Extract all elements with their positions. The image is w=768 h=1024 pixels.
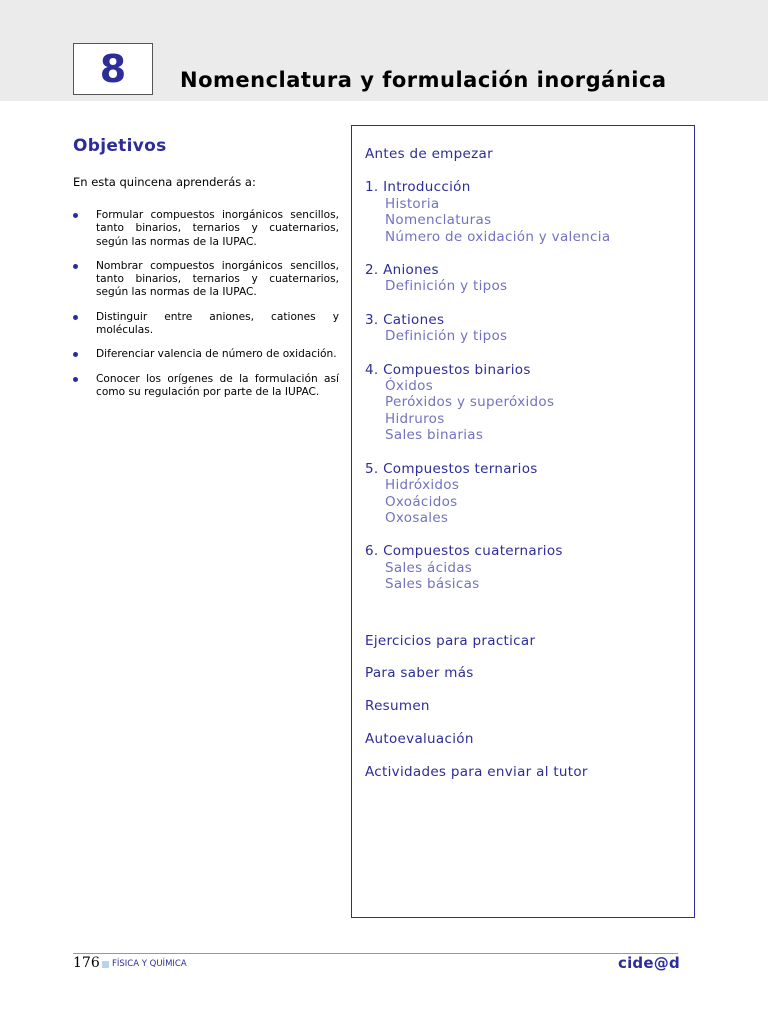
bullet-icon [73,377,78,382]
cidead-logo: cide@d [618,954,680,972]
toc-section [365,179,685,245]
bullet-icon [73,264,78,269]
toc-subsection[interactable]: Sales binarias [385,427,484,444]
toc-extra-item[interactable]: Ejercicios para practicar [365,632,536,649]
toc-subsection[interactable]: Definición y tipos [385,278,508,295]
footer-divider [73,953,678,954]
objective-item [73,209,339,249]
chapter-number: 8 [73,43,153,95]
toc-subsection[interactable]: Oxoácidos [385,493,458,510]
objective-text: Formular compuestos inorgánicos sencillos, tanto binarios, ternarios y cuaternarios, según las normas de la IUPAC. [96,209,339,248]
toc-subsection[interactable]: Definición y tipos [385,328,508,345]
bullet-icon [73,213,78,218]
toc-subsection[interactable]: Oxosales [385,509,449,526]
toc-section [365,461,685,527]
toc-section [365,362,685,444]
table-of-contents [351,125,695,918]
toc-content [365,146,685,797]
chapter-title: Nomenclatura y formulación inorgánica [180,68,667,92]
objective-item [73,348,339,361]
toc-extra-item[interactable]: Autoevaluación [365,731,474,748]
toc-section-title[interactable]: 3. Cationes [365,311,445,328]
toc-subsection[interactable]: Peróxidos y superóxidos [385,394,555,411]
page-number: 176 [73,955,100,971]
toc-extra-item[interactable]: Para saber más [365,665,474,682]
toc-section [365,262,685,295]
toc-subsection[interactable]: Sales ácidas [385,559,473,576]
toc-subsection[interactable]: Hidruros [385,410,445,427]
objective-text: Nombrar compuestos inorgánicos sencillos, tanto binarios, ternarios y cuaternarios, según las normas de la IUPAC. [96,259,339,299]
toc-section-title[interactable]: 2. Aniones [365,262,439,279]
toc-subsection[interactable]: Sales básicas [385,576,480,593]
footer-square-icon [102,961,109,968]
objective-text: Diferenciar valencia de número de oxidación. [96,348,337,361]
objectives-intro: En esta quincena aprenderás a: [73,175,256,189]
objectives-heading: Objetivos [73,136,167,156]
objectives-list [73,209,339,410]
bullet-icon [73,315,78,320]
toc-subsection[interactable]: Número de oxidación y valencia [385,228,611,245]
toc-section-title[interactable]: 5. Compuestos ternarios [365,460,538,477]
footer-subject: FÍSICA Y QUÍMICA [112,959,187,969]
objective-item [73,373,339,400]
objective-item [73,260,339,300]
toc-subsection[interactable]: Óxidos [385,378,434,395]
objective-text: Conocer los orígenes de la formulación así como su regulación por parte de la IUPAC. [96,372,339,398]
toc-section-title[interactable]: 1. Introducción [365,179,471,196]
bullet-icon [73,352,78,357]
toc-subsection[interactable]: Hidróxidos [385,477,460,494]
toc-section [365,312,685,345]
objective-item [73,311,339,338]
toc-subsection[interactable]: Nomenclaturas [385,212,492,229]
toc-section-title[interactable]: 4. Compuestos binarios [365,361,531,378]
toc-sections [365,179,685,592]
toc-section [365,543,685,592]
toc-intro[interactable]: Antes de empezar [365,146,493,162]
toc-subsection[interactable]: Historia [385,195,440,212]
toc-extra-item[interactable]: Resumen [365,698,430,715]
toc-extra-item[interactable]: Actividades para enviar al tutor [365,764,588,781]
toc-extras [365,633,685,781]
toc-section-title[interactable]: 6. Compuestos cuaternarios [365,543,563,560]
objective-text: Distinguir entre aniones, cationes y moléculas. [96,310,339,337]
